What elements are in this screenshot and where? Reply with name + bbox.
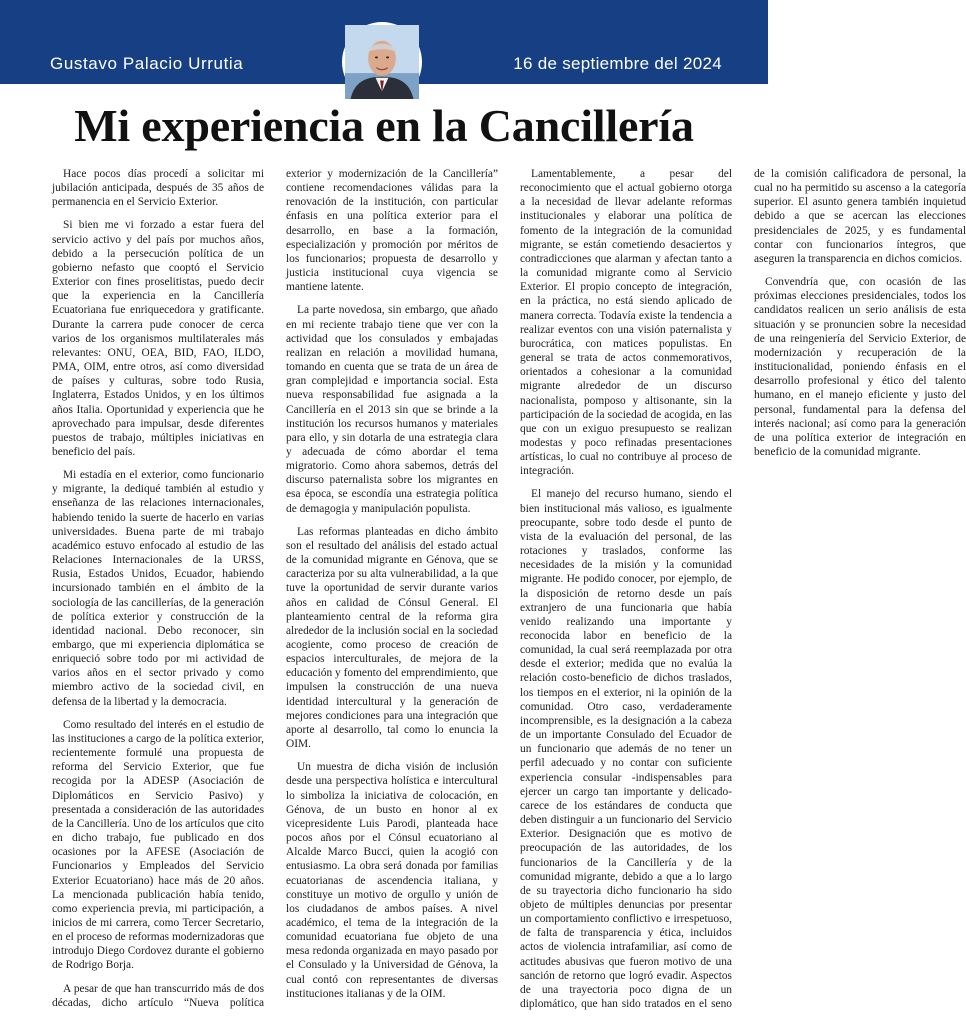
article-paragraph: Como resultado del interés en el estudio de las instituciones a cargo de la política exterior, recientemente formulé una propuesta de reforma del Servicio Exterior, que fue recogida por la ADESP (Asociación de Diplomáticos en Servicio Pasivo) y presentada a consideración de las autoridades de la Cancillería. Uno de los artículos que cito en dicho trabajo, fue publicado en dos ocasiones por la AFESE (Asociación de Funcionarios y Empleados del Servicio Exterior Ecuatoriano) hace más de 20 años. La mencionada publicación había tenido, como experiencia previa, mi participación, a inicios de mi carrera, como Tercer Secretario, en el proceso de reformas modernizadoras que introdujo Diego Cordovez durante el gobierno de Rodrigo Borja.	[52, 718, 264, 972]
article-paragraph: Un muestra de dicha visión de inclusión desde una perspectiva holística e intercultural lo simboliza la iniciativa de colocación, en Génova, de un busto en honor al ex vicepresidente Luis Parodi, planteada hace pocos años por el Cónsul ecuatoriano al Alcalde Marco Bucci, quien la acogió con entusiasmo. La obra será donada por familias ecuatorianas de ascendencia italiana, y constituye un motivo de orgullo y unión de los ciudadanos de ambos países. A nivel académico, el tema de la integración de la comunidad ecuatoriana fue objeto de una mesa redonda organizada en mayo pasado por el Consulado y la Universidad de Génova, la cual contó con representantes de diversas instituciones italianas y de la OIM.	[286, 761, 498, 1000]
article-paragraph: Las reformas planteadas en dicho ámbito son el resultado del análisis del estado actual de la comunidad migrante en Génova, que se caracteriza por su alta vulnerabilidad, a la que tuve la oportunidad de servir durante varios años en calidad de Cónsul General. El planteamiento central de la reforma gira alrededor de la inclusión social en la sociedad acogiente, como proceso de creación de espacios interculturales, de mejora de la educación y fomento del emprendimiento, que impulsen la construcción de una nueva identidad intercultural y la generación de mejores condiciones para una integración que aporte al desarrollo, tal como lo enuncia la OIM.	[286, 525, 498, 751]
article-paragraph: Hace pocos días procedí a solicitar mi jubilación anticipada, después de 35 años de permanencia en el Servicio Exterior.	[52, 168, 264, 209]
article-body	[52, 167, 966, 1019]
author-name: Gustavo Palacio Urrutia	[50, 54, 244, 73]
article-paragraph: El manejo del recurso humano, siendo el bien institucional más valioso, es igualmente preocupante, sobre todo desde el punto de vista de la evaluación del personal, de las rotaciones y traslados, conforme las necesidades de la misión y la comunidad migrante. He podido conocer, por ejemplo, de la disposición de retorno desde un país extranjero de una funcionaria que había venido realizando una importante y reconocida labor en beneficio de la comunidad, la cual será reemplazada por otra desde el exterior; medida que no evalúa la relación costo-beneficio de dichos traslados, los tiempos en el exterior, ni la opinión de la comunidad. Otro caso, verdaderamente incomprensible, es la designación a la cabeza de un importante Consulado del Ecuador de un funcionario que además de no tener un perfil adecuado y no contar con suficiente experiencia consular -indispensables para ejercer un cargo tan importante y delicado- carece de los estándares de conducta que deben distinguir a un funcionario del Servicio Exterior. Designación que es motivo de preocupación de las autoridades, de los funcionarios de la Cancillería y de la comunidad migrante, debido a que a lo largo de su trayectoria dicho funcionario ha sido objeto de múltiples denuncias por presentar un comportamiento conflictivo e irrespetuoso, de falta de transparencia y ética, incluidos actos de violencia intrafamiliar, así como de actitudes abusivas que fueron motivo de una sanción de retorno que logró evadir. Aspectos de una trayectoria poco digna de un diplomático, que han sido tratados en el seno de la comisión calificadora de personal, la cual no ha permitido su ascenso a la categoría superior. El asunto genera también inquietud debido a que se acercan las elecciones presidenciales de 2025, y es fundamental contar con funcionarios íntegros, que aseguren la transparencia en dichos comicios.	[520, 168, 966, 1011]
publication-date: 16 de septiembre del 2024	[513, 54, 722, 73]
article-title: Mi experiencia en la Cancillería	[74, 100, 694, 151]
article-paragraph: Mi estadía en el exterior, como funcionario y migrante, la dediqué también al estudio y enseñanza de las relaciones internacionales, habiendo tenido la suerte de hacerlo en varias universidades. Buena parte de mi trabajo académico estuvo enfocado al estudio de las Relaciones Internacionales de la URSS, Rusia, Estados Unidos, Ecuador, habiendo incursionado también en el ámbito de la sociología de las cancillerías, de la generación de política exterior y construcción de la identidad nacional. Debo reconocer, sin embargo, que mi experiencia diplomática se enriqueció sobre todo por mi actividad de varios años en el sector privado y como miembro activo de la sociedad civil, en defensa de la libertad y la democracia.	[52, 469, 264, 708]
article-paragraph: Convendría que, con ocasión de las próximas elecciones presidenciales, todos los candidatos realicen un serio análisis de esta situación y se pronuncien sobre la necesidad de una reingeniería del Servicio Exterior, de modernización y recuperación de la institucionalidad, poniendo énfasis en el desarrollo profesional y ético del talento humano, en el manejo eficiente y justo del personal, fundamental para la defensa del interés nacional; así como para la generación de una política exterior de integración en beneficio de la comunidad migrante.	[754, 276, 966, 458]
article-paragraph: La parte novedosa, sin embargo, que añado en mi reciente trabajo tiene que ver con la actividad que los consulados y embajadas realizan en relación a movilidad humana, tomando en cuenta que se trata de un área de gran complejidad e importancia social. Esta nueva responsabilidad fue asignada a la Cancillería en el 2013 sin que se brinde a la institución los recursos humanos y materiales para ello, y sin dotarla de una estrategia clara y adecuada de cómo abordar el tema migratorio. Como ahora sabemos, detrás del discurso paternalista sobre los migrantes en esa época, se escondía una estrategia política de demagogia y manipulación populista.	[286, 304, 498, 515]
author-photo	[342, 22, 422, 102]
article-paragraph: Lamentablemente, a pesar del reconocimiento que el actual gobierno otorga a la necesidad de llevar adelante reformas institucionales y elaborar una política de fomento de la integración de la comunidad migrante, se están cometiendo desaciertos y contradicciones que alarman y afectan tanto a la comunidad migrante como al Servicio Exterior. El propio concepto de integración, en la práctica, no está siendo aplicado de manera correcta. Todavía existe la tendencia a realizar eventos con una visión paternalista y burocrática, con matices populistas. En general se trata de actos conmemorativos, orientados a cohesionar a la comunidad migrante alrededor de un discurso nacionalista, pomposo y altisonante, sin la participación de la sociedad de acogida, en las que con un exiguo presupuesto se realizan modestas y poco refinadas presentaciones artísticas, lo cual no contribuye al proceso de integración.	[520, 168, 732, 478]
article-paragraph: A pesar de que han transcurrido más de dos décadas, dicho artículo “Nueva política exterior y modernización de la Cancillería” contiene recomendaciones válidas para la renovación de la institución, con particular énfasis en una política exterior para el desarrollo, en base a la formación, especialización y promoción por méritos de los funcionarios; propuesta de desarrollo y justicia institucional cuya vigencia se mantiene latente.	[52, 168, 498, 1009]
article-paragraph: Si bien me vi forzado a estar fuera del servicio activo y del país por muchos años, debido a la persecución política de un gobierno nefasto que cooptó el Servicio Exterior con fines proselitistas, puedo decir que la experiencia en la Cancillería Ecuatoriana fue enriquecedora y gratificante. Durante la carrera pude conocer de cerca varios de los organismos multilaterales más relevantes: ONU, OEA, BID, FAO, ILDO, PMA, OIM, entre otros, así como diversidad de países y culturas, sobre todo Rusia, Inglaterra, Estados Unidos, y en los últimos años Italia. Oportunidad y experiencia que he aprovechado para impulsar, desde diferentes puestos de trabajo, múltiples iniciativas en beneficio del país.	[52, 219, 264, 458]
